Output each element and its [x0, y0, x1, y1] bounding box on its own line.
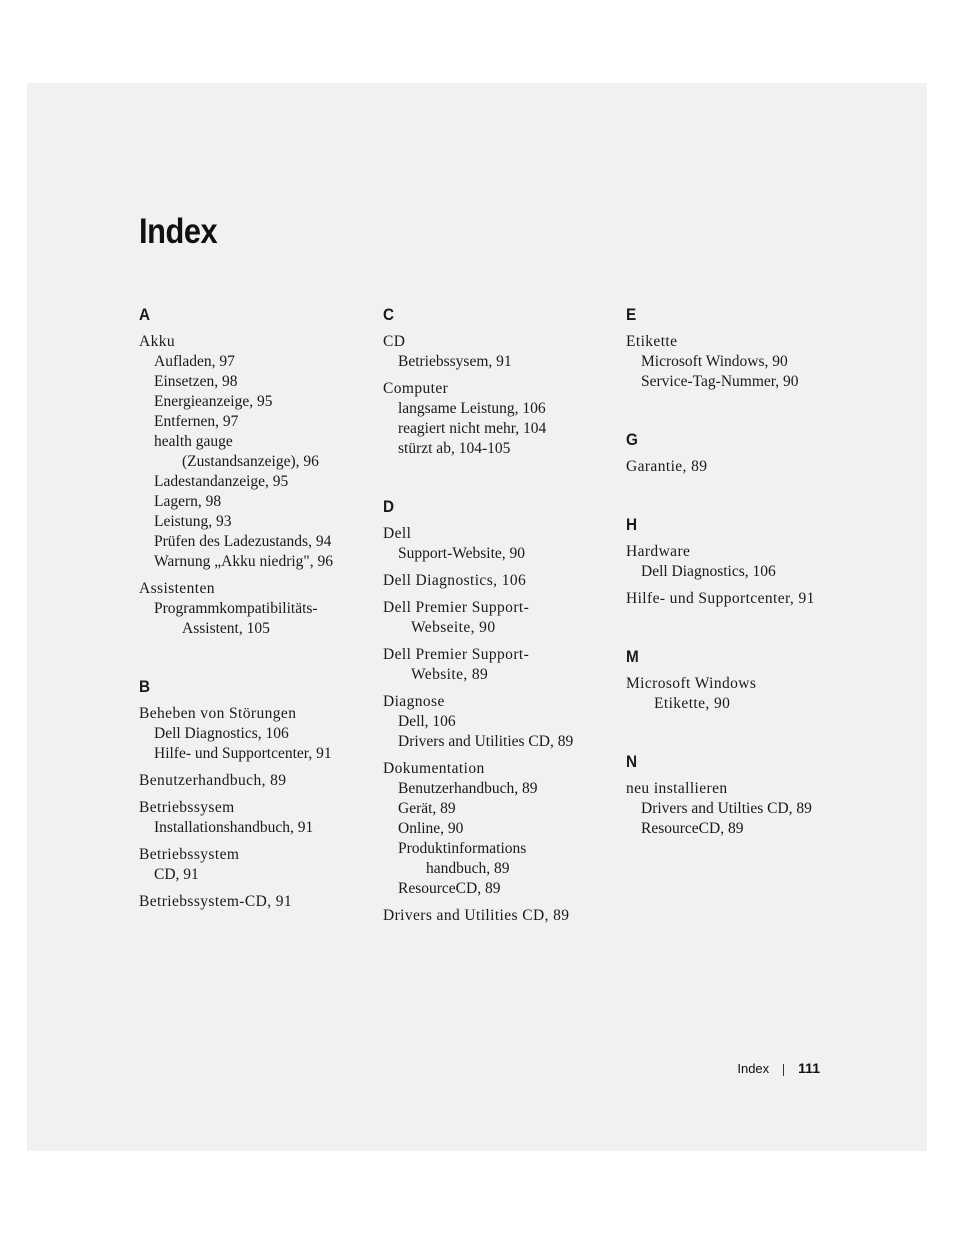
index-entry [383, 332, 613, 372]
index-entry [139, 579, 369, 639]
page-title: Index [139, 212, 218, 251]
entry-heading: Microsoft Windows [626, 675, 757, 692]
entry-heading: Betriebssysem [139, 799, 235, 816]
subentry: Lagern, 98 [154, 493, 222, 510]
index-entry [383, 571, 613, 591]
index-column-1 [139, 304, 369, 949]
entry-heading: CD [383, 333, 406, 350]
section-letter: A [139, 305, 151, 324]
index-section-e [626, 304, 856, 392]
section-letter: G [626, 430, 638, 449]
subentry: ResourceCD, 89 [641, 820, 744, 837]
index-entry [139, 704, 369, 764]
index-entry [383, 759, 613, 899]
subentry: Dell Diagnostics, 106 [154, 725, 289, 742]
index-column-3 [626, 304, 856, 876]
subentry: CD, 91 [154, 866, 199, 883]
subentry: stürzt ab, 104-105 [398, 440, 511, 457]
subentry: Drivers and Utilities CD, 89 [398, 733, 574, 750]
index-entry [139, 892, 369, 912]
index-column-2 [383, 304, 613, 963]
entry-heading: Dell Premier Support- [383, 646, 530, 663]
entry-heading-continuation: Webseite, 90 [411, 619, 496, 636]
index-entry [383, 598, 613, 638]
subentry: reagiert nicht mehr, 104 [398, 420, 547, 437]
subentry: health gauge [154, 433, 233, 450]
page-number: 111 [798, 1060, 820, 1076]
section-letter: C [383, 305, 395, 324]
section-letter: D [383, 497, 395, 516]
entry-heading: Assistenten [139, 580, 215, 597]
subentry: Benutzerhandbuch, 89 [398, 780, 538, 797]
section-letter: N [626, 752, 638, 771]
subentry: Service-Tag-Nummer, 90 [641, 373, 799, 390]
entry-heading: Dell Diagnostics, 106 [383, 572, 527, 589]
index-entry [626, 779, 856, 839]
entry-heading: neu installieren [626, 780, 728, 797]
subentry: Online, 90 [398, 820, 464, 837]
index-entry [626, 674, 856, 714]
subentry: Aufladen, 97 [154, 353, 235, 370]
entry-heading: Etikette [626, 333, 678, 350]
subentry: Leistung, 93 [154, 513, 232, 530]
entry-heading: Dokumentation [383, 760, 485, 777]
index-section-n [626, 751, 856, 839]
index-section-c [383, 304, 613, 459]
index-entry [139, 798, 369, 838]
entry-heading-continuation: Website, 89 [411, 666, 489, 683]
section-letter: B [139, 677, 151, 696]
subentry: Warnung „Akku niedrig", 96 [154, 553, 333, 570]
subentry: Betriebssysem, 91 [398, 353, 512, 370]
index-entry [383, 524, 613, 564]
subentry: ResourceCD, 89 [398, 880, 501, 897]
subentry: Energieanzeige, 95 [154, 393, 273, 410]
entry-heading: Dell [383, 525, 412, 542]
index-section-b [139, 676, 369, 912]
entry-heading: Computer [383, 380, 449, 397]
entry-heading: Beheben von Störungen [139, 705, 297, 722]
subentry: langsame Leistung, 106 [398, 400, 546, 417]
index-entry [626, 542, 856, 582]
index-entry [383, 645, 613, 685]
subentry: Drivers and Utilties CD, 89 [641, 800, 812, 817]
subentry: Installationshandbuch, 91 [154, 819, 314, 836]
subentry: Ladestandanzeige, 95 [154, 473, 289, 490]
index-entry [139, 332, 369, 572]
footer-label: Index [737, 1061, 770, 1076]
subentry-continuation: handbuch, 89 [426, 860, 510, 877]
index-entry [383, 692, 613, 752]
subentry: Microsoft Windows, 90 [641, 353, 788, 370]
section-letter: M [626, 647, 639, 666]
entry-heading: Benutzerhandbuch, 89 [139, 772, 287, 789]
entry-heading: Drivers and Utilities CD, 89 [383, 907, 570, 924]
index-entry [383, 906, 613, 926]
entry-heading: Hilfe- und Supportcenter, 91 [626, 590, 815, 607]
entry-heading-continuation: Etikette, 90 [654, 695, 731, 712]
entry-heading: Akku [139, 333, 176, 350]
subentry: Einsetzen, 98 [154, 373, 238, 390]
entry-heading: Betriebssystem [139, 846, 240, 863]
page-footer [737, 1060, 820, 1076]
index-entry [626, 332, 856, 392]
index-entry [626, 457, 856, 477]
entry-heading: Betriebssystem-CD, 91 [139, 893, 293, 910]
subentry: Dell, 106 [398, 713, 456, 730]
index-entry [626, 589, 856, 609]
subentry: Programmkompatibilitäts- [154, 600, 318, 617]
index-section-h [626, 514, 856, 609]
index-entry [383, 379, 613, 459]
section-letter: E [626, 305, 637, 324]
subentry: Gerät, 89 [398, 800, 456, 817]
index-section-g [626, 429, 856, 477]
entry-heading: Garantie, 89 [626, 458, 708, 475]
subentry: Support-Website, 90 [398, 545, 526, 562]
subentry: Produktinformations [398, 840, 527, 857]
entry-heading: Diagnose [383, 693, 445, 710]
subentry-continuation: Assistent, 105 [182, 620, 270, 637]
subentry-continuation: (Zustandsanzeige), 96 [182, 453, 319, 470]
index-entry [139, 771, 369, 791]
subentry: Entfernen, 97 [154, 413, 239, 430]
index-entry [139, 845, 369, 885]
index-section-a [139, 304, 369, 639]
subentry: Prüfen des Ladezustands, 94 [154, 533, 332, 550]
section-letter: H [626, 515, 638, 534]
subentry: Hilfe- und Supportcenter, 91 [154, 745, 332, 762]
footer-separator [783, 1064, 784, 1076]
entry-heading: Dell Premier Support- [383, 599, 530, 616]
index-section-d [383, 496, 613, 926]
subentry: Dell Diagnostics, 106 [641, 563, 776, 580]
entry-heading: Hardware [626, 543, 691, 560]
index-section-m [626, 646, 856, 714]
